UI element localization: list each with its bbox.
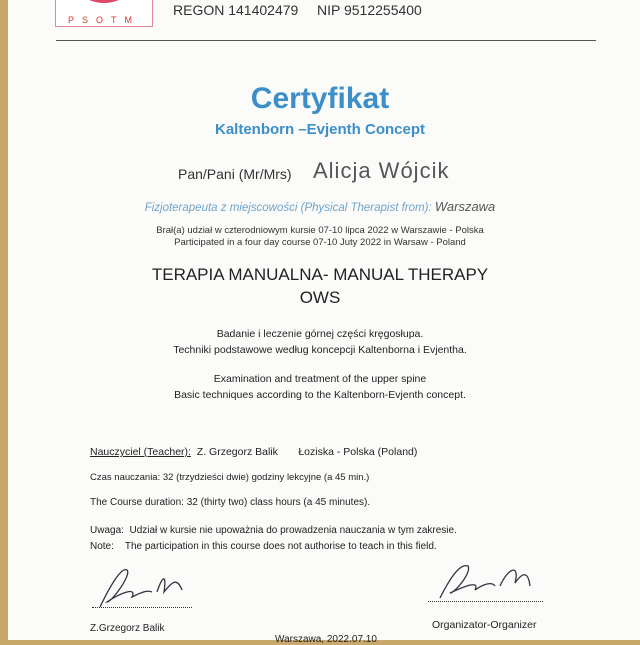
- participation-en: Participated in a four day course 07-10 Juty 2022 in Warsaw - Poland: [174, 237, 466, 248]
- course-subtitle: OWS: [299, 288, 341, 307]
- therapist-from: [0, 199, 640, 214]
- participation-pl: Brał(a) udział w czterodniowym kursie 07-10 lipca 2022 w Warszawie - Polska: [156, 225, 484, 236]
- teacher-signature: [92, 562, 192, 612]
- uwaga-label: Uwaga:: [90, 525, 124, 536]
- teacher-line: [90, 446, 417, 458]
- note-text: The participation in this course does not authorise to teach in this field.: [124, 541, 437, 552]
- organizer-signature-line: [428, 601, 543, 602]
- organizer-label: Organizator-Organizer: [432, 619, 537, 631]
- organizer-signature: [430, 558, 540, 603]
- duration-en: The Course duration: 32 (thirty two) class hours (a 45 minutes).: [90, 497, 371, 508]
- description-en-2: Basic techniques according to the Kaltenborn-Evjenth concept.: [174, 389, 466, 401]
- teacher-label: Nauczyciel (Teacher):: [90, 446, 191, 458]
- teacher-value: Z. Grzegorz Balik Łoziska - Polska (Poland): [196, 446, 418, 458]
- certificate-title: Certyfikat: [250, 82, 390, 115]
- duration-pl: Czas nauczania: 32 (trzydzieści dwie) godziny lekcyjne (a 45 min.): [90, 472, 370, 483]
- description-pl-2: Techniki podstawowe według koncepcji Kaltenborna i Evjentha.: [173, 344, 467, 356]
- nip: NIP 9512255400: [317, 2, 422, 18]
- regon: REGON 141402479: [173, 2, 299, 18]
- teacher-signature-name: Z.Grzegorz Balik: [90, 623, 165, 634]
- note-label: Note:: [90, 541, 114, 552]
- note-line: [90, 541, 437, 552]
- recipient-label: Pan/Pani (Mr/Mrs): [178, 166, 292, 182]
- course-title: TERAPIA MANUALNA- MANUAL THERAPY: [151, 265, 489, 284]
- place-date: Warszawa, 2022.07.10: [275, 634, 377, 645]
- divider: [56, 40, 596, 41]
- certificate-subtitle: Kaltenborn –Evjenth Concept: [214, 121, 426, 138]
- uwaga-text: Udział w kursie nie upoważnia do prowadzenia nauczania w tym zakresie.: [129, 525, 457, 536]
- from-label: Fizjoterapeuta z miejscowości (Physical Therapist from):: [144, 202, 432, 214]
- uwaga-line: [90, 525, 457, 536]
- psotm-logo: PSOTM: [55, 0, 153, 27]
- recipient-name: Alicja Wójcik: [313, 158, 450, 183]
- teacher-signature-line: [92, 607, 192, 608]
- description-pl-1: Badanie i leczenie górnej części kręgosłupa.: [216, 328, 424, 340]
- description-en-1: Examination and treatment of the upper spine: [213, 373, 427, 385]
- from-city: Warszawa: [434, 199, 496, 214]
